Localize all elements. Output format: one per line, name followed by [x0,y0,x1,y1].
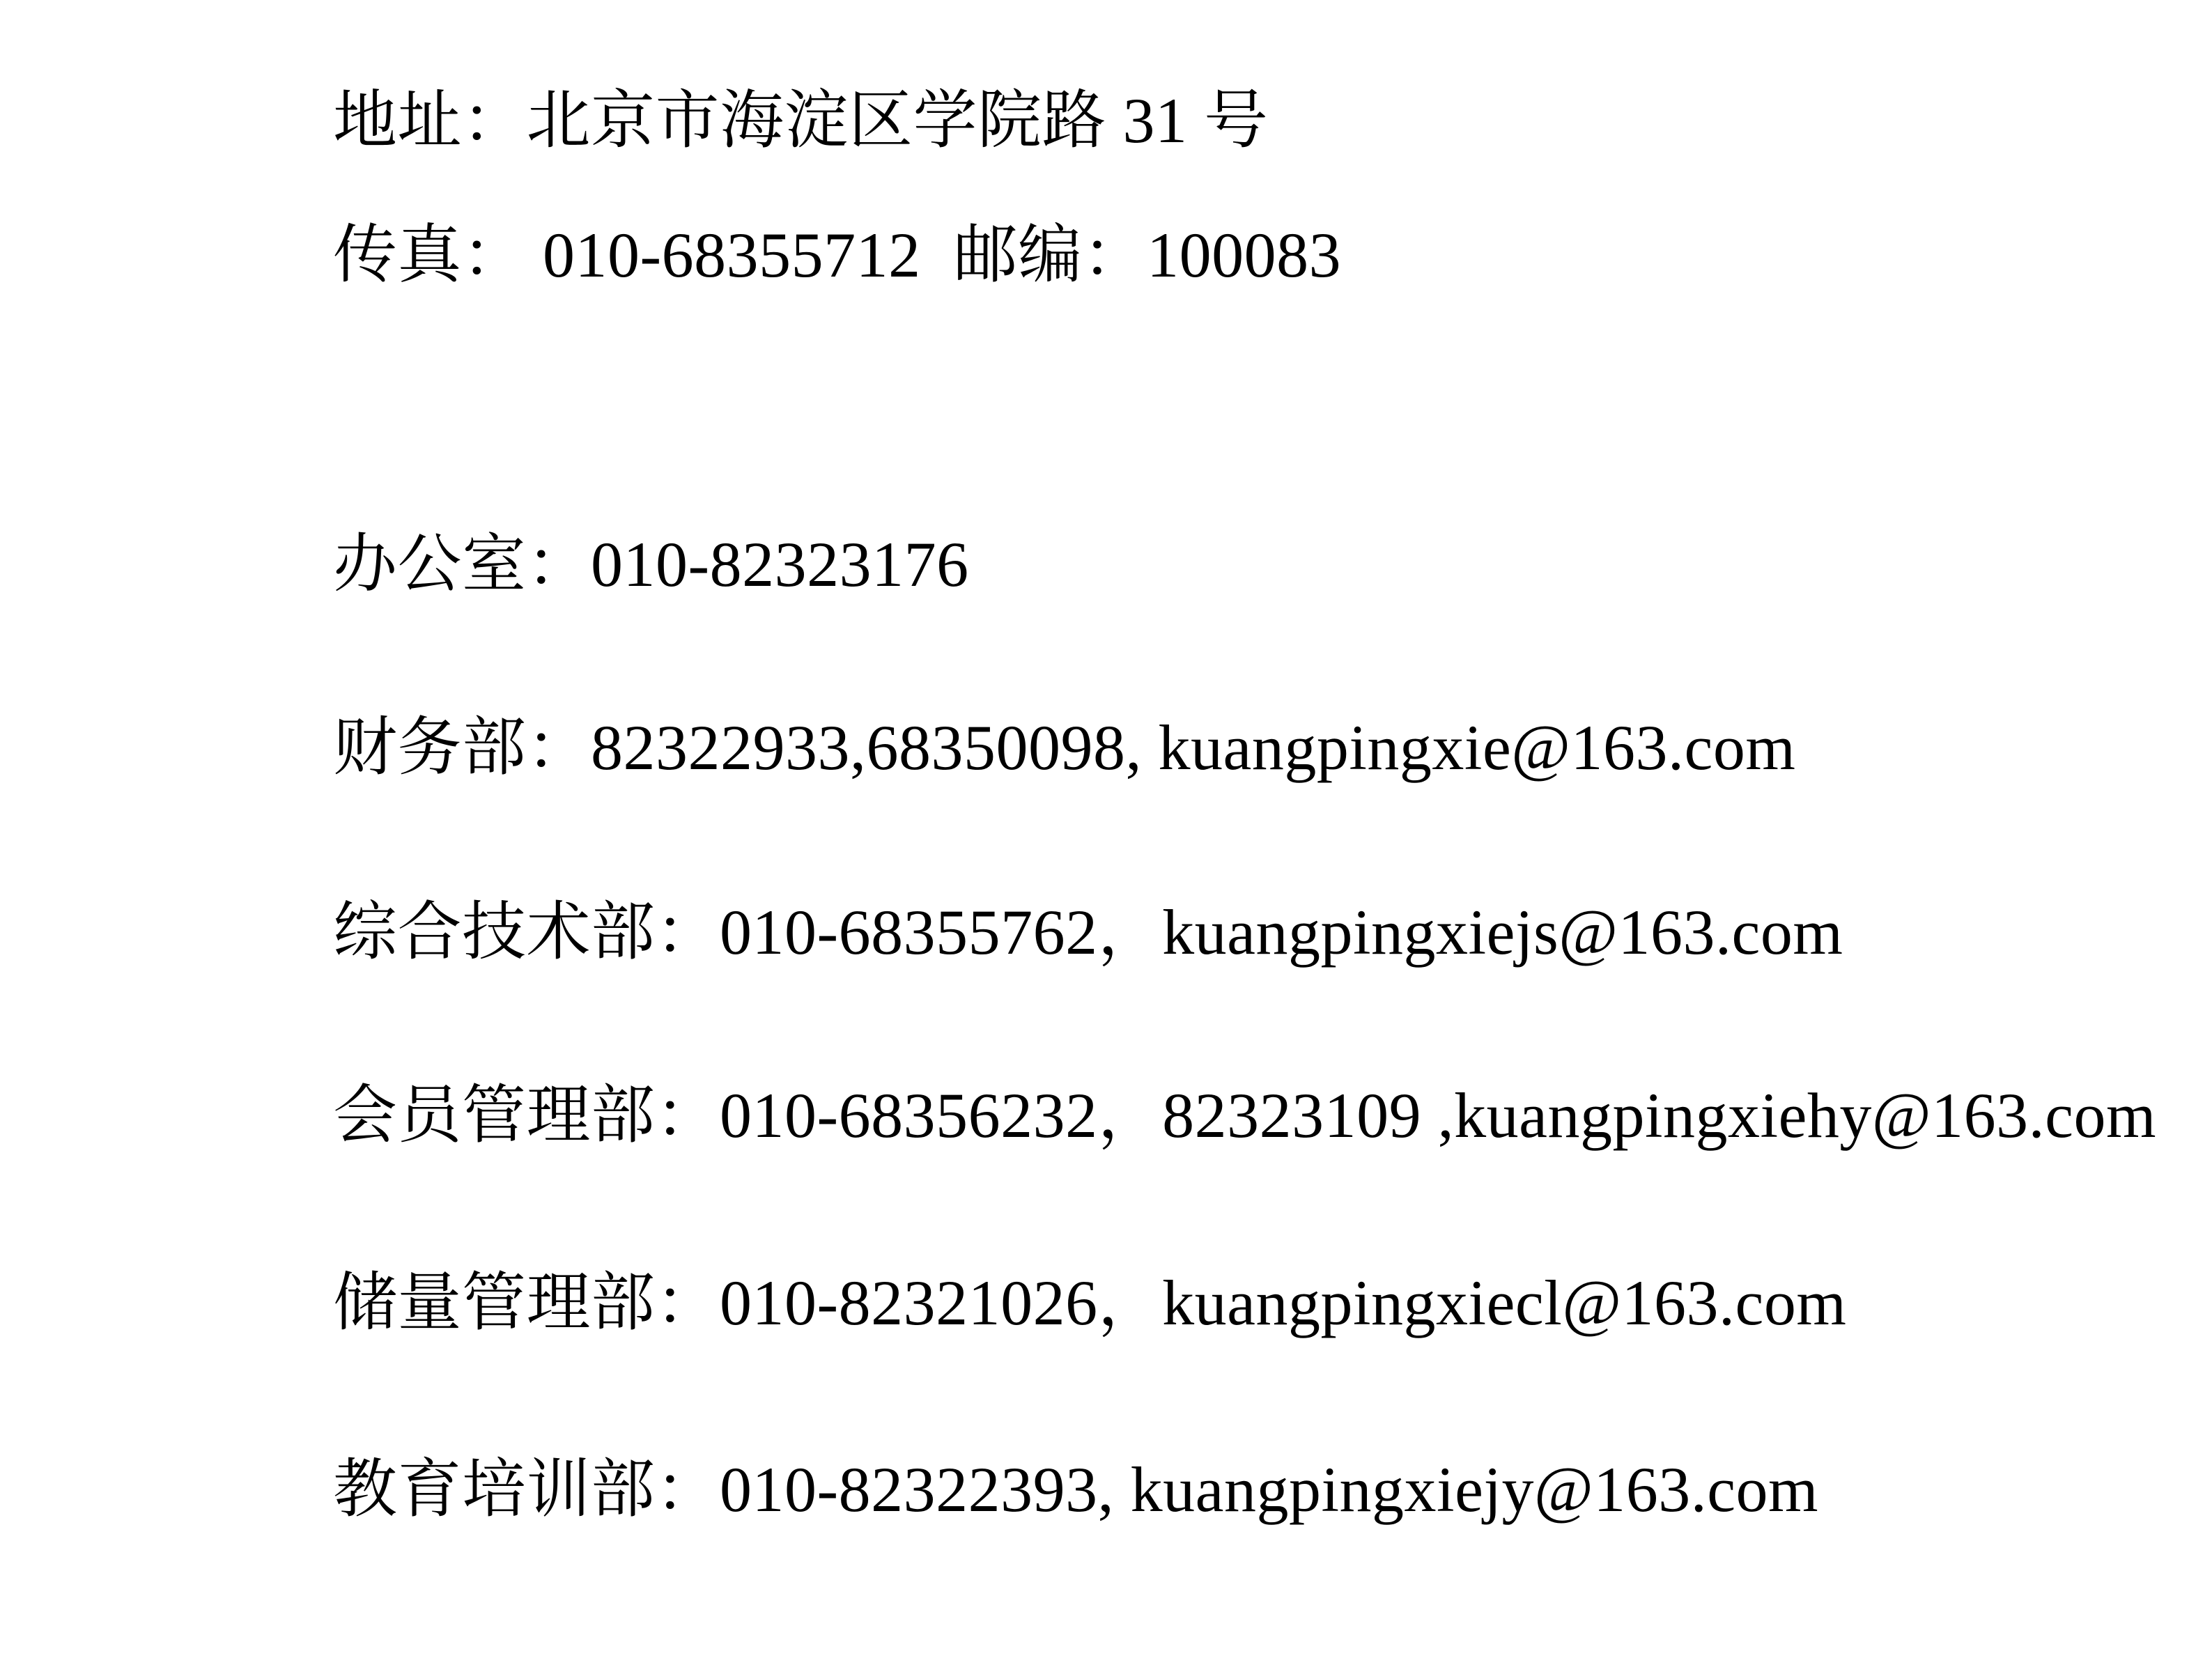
finance-dept-line: 财务部：82322933,68350098, kuangpingxie@163.com [333,712,1796,783]
reserves-dept-line: 储量管理部：010-82321026，kuangpingxiecl@163.com [333,1267,1847,1338]
tech-dept-line: 综合技术部：010-68355762，kuangpingxiejs@163.com [333,897,1843,968]
education-dept-line: 教育培训部：010-82322393, kuangpingxiejy@163.com [333,1454,1819,1525]
fax-postcode-line: 传真： 010-68355712 邮编：100083 [333,219,1342,291]
office-phone-line: 办公室：010-82323176 [333,529,969,600]
membership-dept-line: 会员管理部：010-68356232，82323109 ,kuangpingxiehy@163.com [333,1080,2157,1151]
address-line: 地址：北京市海淀区学院路 31 号 [333,85,1269,156]
